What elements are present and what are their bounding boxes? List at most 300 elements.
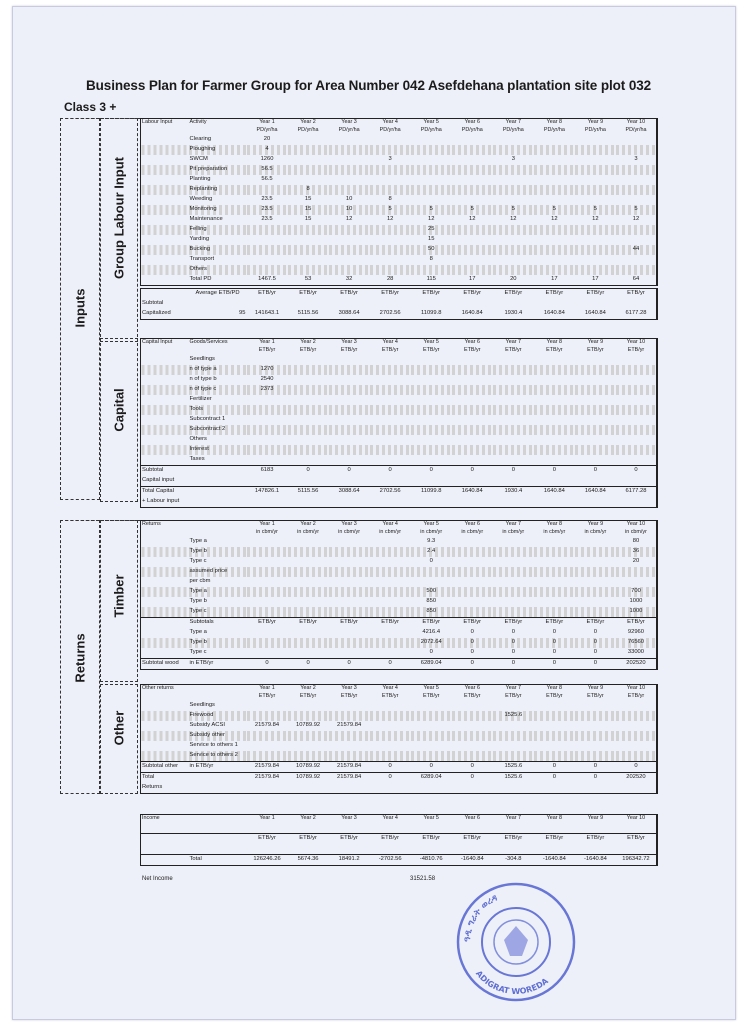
table-cell	[493, 385, 534, 395]
row-label: assumed price	[189, 567, 247, 577]
table-cell: 5674.36	[288, 855, 329, 866]
table-cell	[329, 445, 370, 455]
unit-row	[141, 347, 658, 355]
table-cell: 0	[411, 762, 452, 773]
table-row	[141, 145, 658, 155]
table-cell	[370, 185, 411, 195]
table-cell	[575, 225, 616, 235]
table-cell: 0	[575, 466, 616, 477]
table-cell	[452, 844, 493, 855]
year-header: Year 9	[587, 119, 604, 126]
table-cell	[141, 537, 189, 547]
income-table	[140, 814, 658, 866]
table-cell: 0	[575, 762, 616, 773]
table-cell	[141, 185, 189, 195]
table-cell: 64	[632, 276, 640, 283]
table-cell	[616, 385, 657, 395]
table-row	[141, 701, 658, 711]
table-cell: 0	[329, 466, 370, 477]
table-cell	[616, 365, 657, 375]
table-row	[141, 628, 658, 638]
table-cell	[247, 823, 288, 834]
table-cell: 20	[263, 136, 271, 143]
other-returns-table	[140, 684, 658, 794]
table-cell	[329, 175, 370, 185]
table-cell	[288, 135, 329, 145]
table-cell	[452, 701, 493, 711]
table-cell	[534, 721, 575, 731]
table-cell: 2540	[260, 376, 274, 383]
table-cell	[141, 195, 189, 205]
unit-header: ETB/yr	[340, 290, 358, 297]
table-cell: 1640.84	[461, 310, 483, 317]
table-cell: 20	[632, 558, 640, 565]
official-stamp	[452, 878, 580, 1006]
table-row	[141, 751, 658, 762]
table-row	[141, 425, 658, 435]
table-cell	[141, 445, 189, 455]
unit-header: ETB/yr	[575, 834, 616, 845]
inputs-label: Inputs	[72, 288, 88, 328]
table-cell	[452, 435, 493, 445]
unit-header: in cbm/yr	[256, 529, 278, 536]
table-cell	[329, 235, 370, 245]
table-cell	[370, 731, 411, 741]
table-cell	[534, 405, 575, 415]
year-header: Year 3	[341, 685, 357, 692]
table-cell: 4216.4	[422, 629, 441, 636]
table-cell	[575, 255, 616, 265]
table-cell	[493, 195, 534, 205]
table-row	[141, 375, 658, 385]
table-cell: 12	[427, 216, 435, 223]
table-cell	[370, 721, 411, 731]
table-cell	[370, 638, 411, 648]
unit-header: ETB/yr	[452, 834, 493, 845]
table-cell	[493, 395, 534, 405]
unit-header: ETB/yr	[534, 618, 575, 629]
year-header: Year 4	[382, 521, 398, 528]
table-cell	[411, 567, 452, 577]
table-cell: 12	[551, 216, 558, 223]
table-cell	[575, 537, 616, 547]
table-cell	[288, 783, 329, 794]
unit-header: ETB/yr	[627, 347, 645, 354]
unit-header: ETB/yr	[370, 618, 411, 629]
unit-header: in cbm/yr	[297, 529, 319, 536]
header-row	[141, 685, 658, 694]
subtotal-row	[141, 659, 658, 670]
table-cell: 56.5	[261, 176, 273, 183]
year-header: Year 10	[626, 815, 646, 822]
unit-header: ETB/yr	[381, 693, 399, 700]
table-cell	[575, 701, 616, 711]
table-cell	[452, 455, 493, 466]
year-header: Year 7	[505, 685, 521, 692]
unit-header: ETB/yr	[329, 618, 370, 629]
table-cell	[141, 701, 189, 711]
timber-label: Timber	[111, 574, 127, 618]
unit-header: in cbm/yr	[420, 529, 443, 536]
table-cell	[534, 245, 575, 255]
table-cell	[493, 741, 534, 751]
row-label: Firewood	[189, 711, 247, 721]
table-cell	[411, 395, 452, 405]
year-header: Year 5	[423, 339, 439, 346]
table-cell: 3088.64	[338, 310, 360, 317]
table-cell	[452, 355, 493, 365]
table-cell	[493, 415, 534, 425]
table-cell: 0	[329, 659, 370, 670]
row-label: Subcontract 1	[189, 416, 226, 423]
table-cell: 0	[575, 638, 616, 648]
table-cell	[247, 415, 288, 425]
table-cell: 0	[452, 762, 493, 773]
table-cell	[575, 165, 616, 175]
table-cell	[493, 587, 534, 597]
table-cell	[493, 365, 534, 375]
table-cell	[452, 425, 493, 435]
table-cell	[370, 175, 411, 185]
table-cell	[452, 741, 493, 751]
table-cell: -4810.76	[411, 855, 452, 866]
year-header: Year 6	[464, 815, 480, 822]
table-cell	[189, 476, 247, 487]
table-cell	[493, 445, 534, 455]
year-header: Year 7	[505, 339, 521, 346]
row-label: Fertilizer	[189, 396, 212, 403]
table-cell	[534, 435, 575, 445]
table-cell	[141, 385, 189, 395]
table-cell	[575, 607, 616, 618]
table-cell: 5	[452, 205, 493, 215]
table-cell: 4	[247, 145, 288, 155]
table-row	[141, 395, 658, 405]
table-corner-label: Labour Input	[142, 119, 173, 126]
table-row	[141, 435, 658, 445]
table-cell	[288, 355, 329, 365]
row-label: Type a	[189, 538, 207, 545]
table-cell	[288, 165, 329, 175]
table-cell	[370, 165, 411, 175]
table-cell	[452, 175, 493, 185]
table-cell	[370, 701, 411, 711]
table-row	[141, 135, 658, 145]
table-row	[141, 195, 658, 205]
table-cell	[329, 185, 370, 195]
table-cell	[370, 235, 411, 245]
table-cell	[141, 731, 189, 741]
unit-header: ETB/yr	[627, 290, 645, 297]
table-cell	[616, 783, 657, 794]
table-cell	[493, 497, 534, 508]
row-label	[189, 466, 247, 477]
row-label: Subcontract 2	[189, 425, 247, 435]
table-cell	[329, 165, 370, 175]
table-cell	[370, 587, 411, 597]
table-cell	[141, 355, 189, 365]
table-cell: 0	[370, 762, 411, 773]
table-cell: 1525.6	[493, 773, 534, 784]
table-cell	[141, 155, 189, 165]
table-cell	[534, 425, 575, 435]
table-cell	[329, 597, 370, 607]
table-cell	[534, 395, 575, 405]
table-cell	[329, 155, 370, 165]
table-cell	[616, 711, 657, 721]
unit-header: ETB/yr	[329, 834, 370, 845]
unit-header: PD/yr/ha	[461, 127, 483, 134]
unit-header: ETB/yr	[411, 618, 452, 629]
table-cell: 76560	[616, 638, 657, 648]
header-row	[141, 521, 658, 530]
table-cell	[247, 547, 288, 557]
table-cell	[493, 235, 534, 245]
table-cell	[534, 195, 575, 205]
table-cell	[452, 385, 493, 395]
table-cell	[189, 529, 247, 537]
table-row	[141, 711, 658, 721]
table-cell	[534, 537, 575, 547]
table-cell	[329, 395, 370, 405]
table-cell	[493, 721, 534, 731]
table-cell	[288, 741, 329, 751]
row-label: Clearing	[189, 136, 212, 143]
spacer-row	[141, 823, 658, 834]
unit-header: ETB/yr	[493, 618, 534, 629]
table-cell	[370, 648, 411, 659]
unit-header: in cbm/yr	[338, 529, 361, 536]
table-cell: 92960	[627, 629, 645, 636]
table-cell: 5	[411, 205, 452, 215]
table-cell	[141, 607, 189, 618]
table-cell	[247, 185, 288, 195]
year-header: Year 2	[300, 119, 316, 126]
unit-header: in cbm/yr	[379, 529, 402, 536]
svg-text:ዓዲ ግራት ወረዳ	[463, 893, 500, 942]
unit-header: ETB/yr	[370, 834, 411, 845]
table-cell: 11099.8	[411, 487, 452, 498]
average-etb-value: 95	[239, 310, 246, 317]
row-label: Service to others 2	[189, 751, 247, 762]
table-cell	[370, 751, 411, 762]
table-cell	[534, 355, 575, 365]
unit-row	[141, 834, 658, 845]
row-label: Type a	[189, 629, 207, 636]
table-corner-label: Income	[142, 815, 160, 822]
table-cell	[575, 445, 616, 455]
table-cell	[370, 395, 411, 405]
table-cell	[452, 587, 493, 597]
table-cell: -1640.84	[575, 855, 616, 866]
year-header: Year 7	[505, 521, 521, 528]
table-cell: 0	[575, 773, 616, 784]
year-header: Year 8	[546, 685, 563, 692]
table-cell	[141, 741, 189, 751]
table-cell	[575, 587, 616, 597]
table-cell	[616, 497, 657, 508]
table-cell	[370, 823, 411, 834]
unit-header: ETB/yr	[464, 693, 481, 700]
row-label: Others	[189, 265, 247, 275]
unit-header: ETB/yr	[258, 347, 276, 354]
table-cell	[616, 455, 657, 466]
table-cell	[616, 577, 657, 587]
header-row	[141, 119, 658, 128]
table-corner-label: Returns	[142, 521, 161, 528]
table-cell	[288, 405, 329, 415]
table-cell	[575, 375, 616, 385]
table-cell: 12	[632, 216, 640, 223]
table-cell	[616, 185, 657, 195]
row-label: Type b	[189, 547, 247, 557]
table-cell: 0	[552, 629, 556, 636]
table-cell	[575, 425, 616, 435]
table-cell	[288, 145, 329, 155]
table-cell	[141, 145, 189, 155]
unit-header: ETB/yr	[493, 834, 534, 845]
table-cell	[288, 255, 329, 265]
year-header: Year 10	[626, 339, 646, 346]
table-cell	[141, 547, 189, 557]
table-cell	[141, 225, 189, 235]
table-cell	[141, 648, 189, 659]
unit-header: in cbm/yr	[584, 529, 607, 536]
table-cell	[575, 741, 616, 751]
table-cell	[616, 415, 657, 425]
table-cell	[411, 476, 452, 487]
year-header: Year 2	[300, 685, 316, 692]
table-cell	[452, 476, 493, 487]
table-cell: 1525.6	[493, 711, 534, 721]
table-cell	[411, 195, 452, 205]
table-row	[141, 165, 658, 175]
row-label: Capital input	[142, 477, 175, 484]
table-cell	[411, 425, 452, 435]
table-cell	[534, 365, 575, 375]
table-cell	[575, 405, 616, 415]
table-cell	[411, 355, 452, 365]
table-row	[141, 547, 658, 557]
table-row	[141, 638, 658, 648]
subtotal-row	[141, 476, 658, 487]
row-label: Pit preparation	[189, 165, 247, 175]
unit-header: PD/yr/ha	[584, 127, 606, 134]
table-cell	[288, 415, 329, 425]
unit-header: ETB/yr	[340, 693, 358, 700]
table-cell: 0	[370, 659, 411, 670]
table-cell	[141, 844, 189, 855]
table-cell	[141, 265, 189, 275]
unit-header: ETB/yr	[534, 834, 575, 845]
table-cell: 0	[493, 466, 534, 477]
table-cell	[141, 711, 189, 721]
table-cell	[370, 415, 411, 425]
row-label: SWCM	[189, 156, 208, 163]
table-cell: 0	[370, 466, 411, 477]
table-cell: 15	[427, 236, 435, 243]
table-cell	[452, 365, 493, 375]
table-cell	[575, 455, 616, 466]
table-cell	[329, 365, 370, 375]
unit-header: ETB/yr	[381, 347, 399, 354]
table-cell: 0	[470, 629, 474, 636]
table-cell: 21579.84	[247, 762, 288, 773]
table-cell: 0	[411, 466, 452, 477]
unit-header: ETB/yr	[545, 290, 564, 297]
table-cell	[329, 455, 370, 466]
unit-row	[141, 693, 658, 701]
table-cell	[329, 375, 370, 385]
row-label: Type c	[189, 649, 207, 656]
table-cell	[534, 235, 575, 245]
table-cell	[452, 395, 493, 405]
table-cell	[370, 476, 411, 487]
table-cell	[189, 497, 247, 508]
table-cell	[575, 844, 616, 855]
table-cell	[411, 385, 452, 395]
table-cell	[247, 299, 288, 309]
table-cell	[452, 751, 493, 762]
table-cell	[329, 731, 370, 741]
table-cell	[141, 135, 189, 145]
table-cell: 25	[411, 225, 452, 235]
table-cell: 2072.64	[411, 638, 452, 648]
table-cell: 0	[429, 649, 433, 656]
table-cell: 17	[469, 276, 476, 283]
table-row	[141, 275, 658, 286]
table-cell	[247, 628, 288, 638]
column-header	[189, 521, 247, 530]
table-cell	[493, 355, 534, 365]
table-cell	[493, 751, 534, 762]
table-cell	[452, 577, 493, 587]
table-cell	[616, 721, 657, 731]
table-cell: 2.4	[411, 547, 452, 557]
table-cell	[493, 844, 534, 855]
table-cell: 11099.8	[420, 310, 442, 317]
row-label: Others	[189, 436, 207, 443]
table-cell	[329, 547, 370, 557]
table-cell: 700	[616, 587, 657, 597]
table-cell: 0	[288, 659, 329, 670]
table-cell	[370, 445, 411, 455]
table-cell	[370, 783, 411, 794]
table-cell	[534, 145, 575, 155]
unit-header: ETB/yr	[422, 347, 440, 354]
table-cell	[189, 783, 247, 794]
table-cell: 5	[493, 205, 534, 215]
year-header: Year 8	[546, 521, 563, 528]
table-cell: 2373	[247, 385, 288, 395]
table-cell	[370, 547, 411, 557]
table-cell	[288, 245, 329, 255]
table-cell	[534, 455, 575, 466]
unit-header: ETB/yr	[616, 618, 657, 629]
table-cell	[141, 127, 189, 135]
table-cell: 1930.4	[493, 487, 534, 498]
table-cell	[534, 415, 575, 425]
table-cell	[329, 577, 370, 587]
table-cell	[141, 395, 189, 405]
table-cell	[616, 405, 657, 415]
table-cell	[247, 225, 288, 235]
table-cell	[329, 628, 370, 638]
table-cell	[141, 618, 189, 629]
table-cell	[452, 783, 493, 794]
table-cell: 0	[616, 762, 657, 773]
year-header: Year 5	[423, 521, 439, 528]
